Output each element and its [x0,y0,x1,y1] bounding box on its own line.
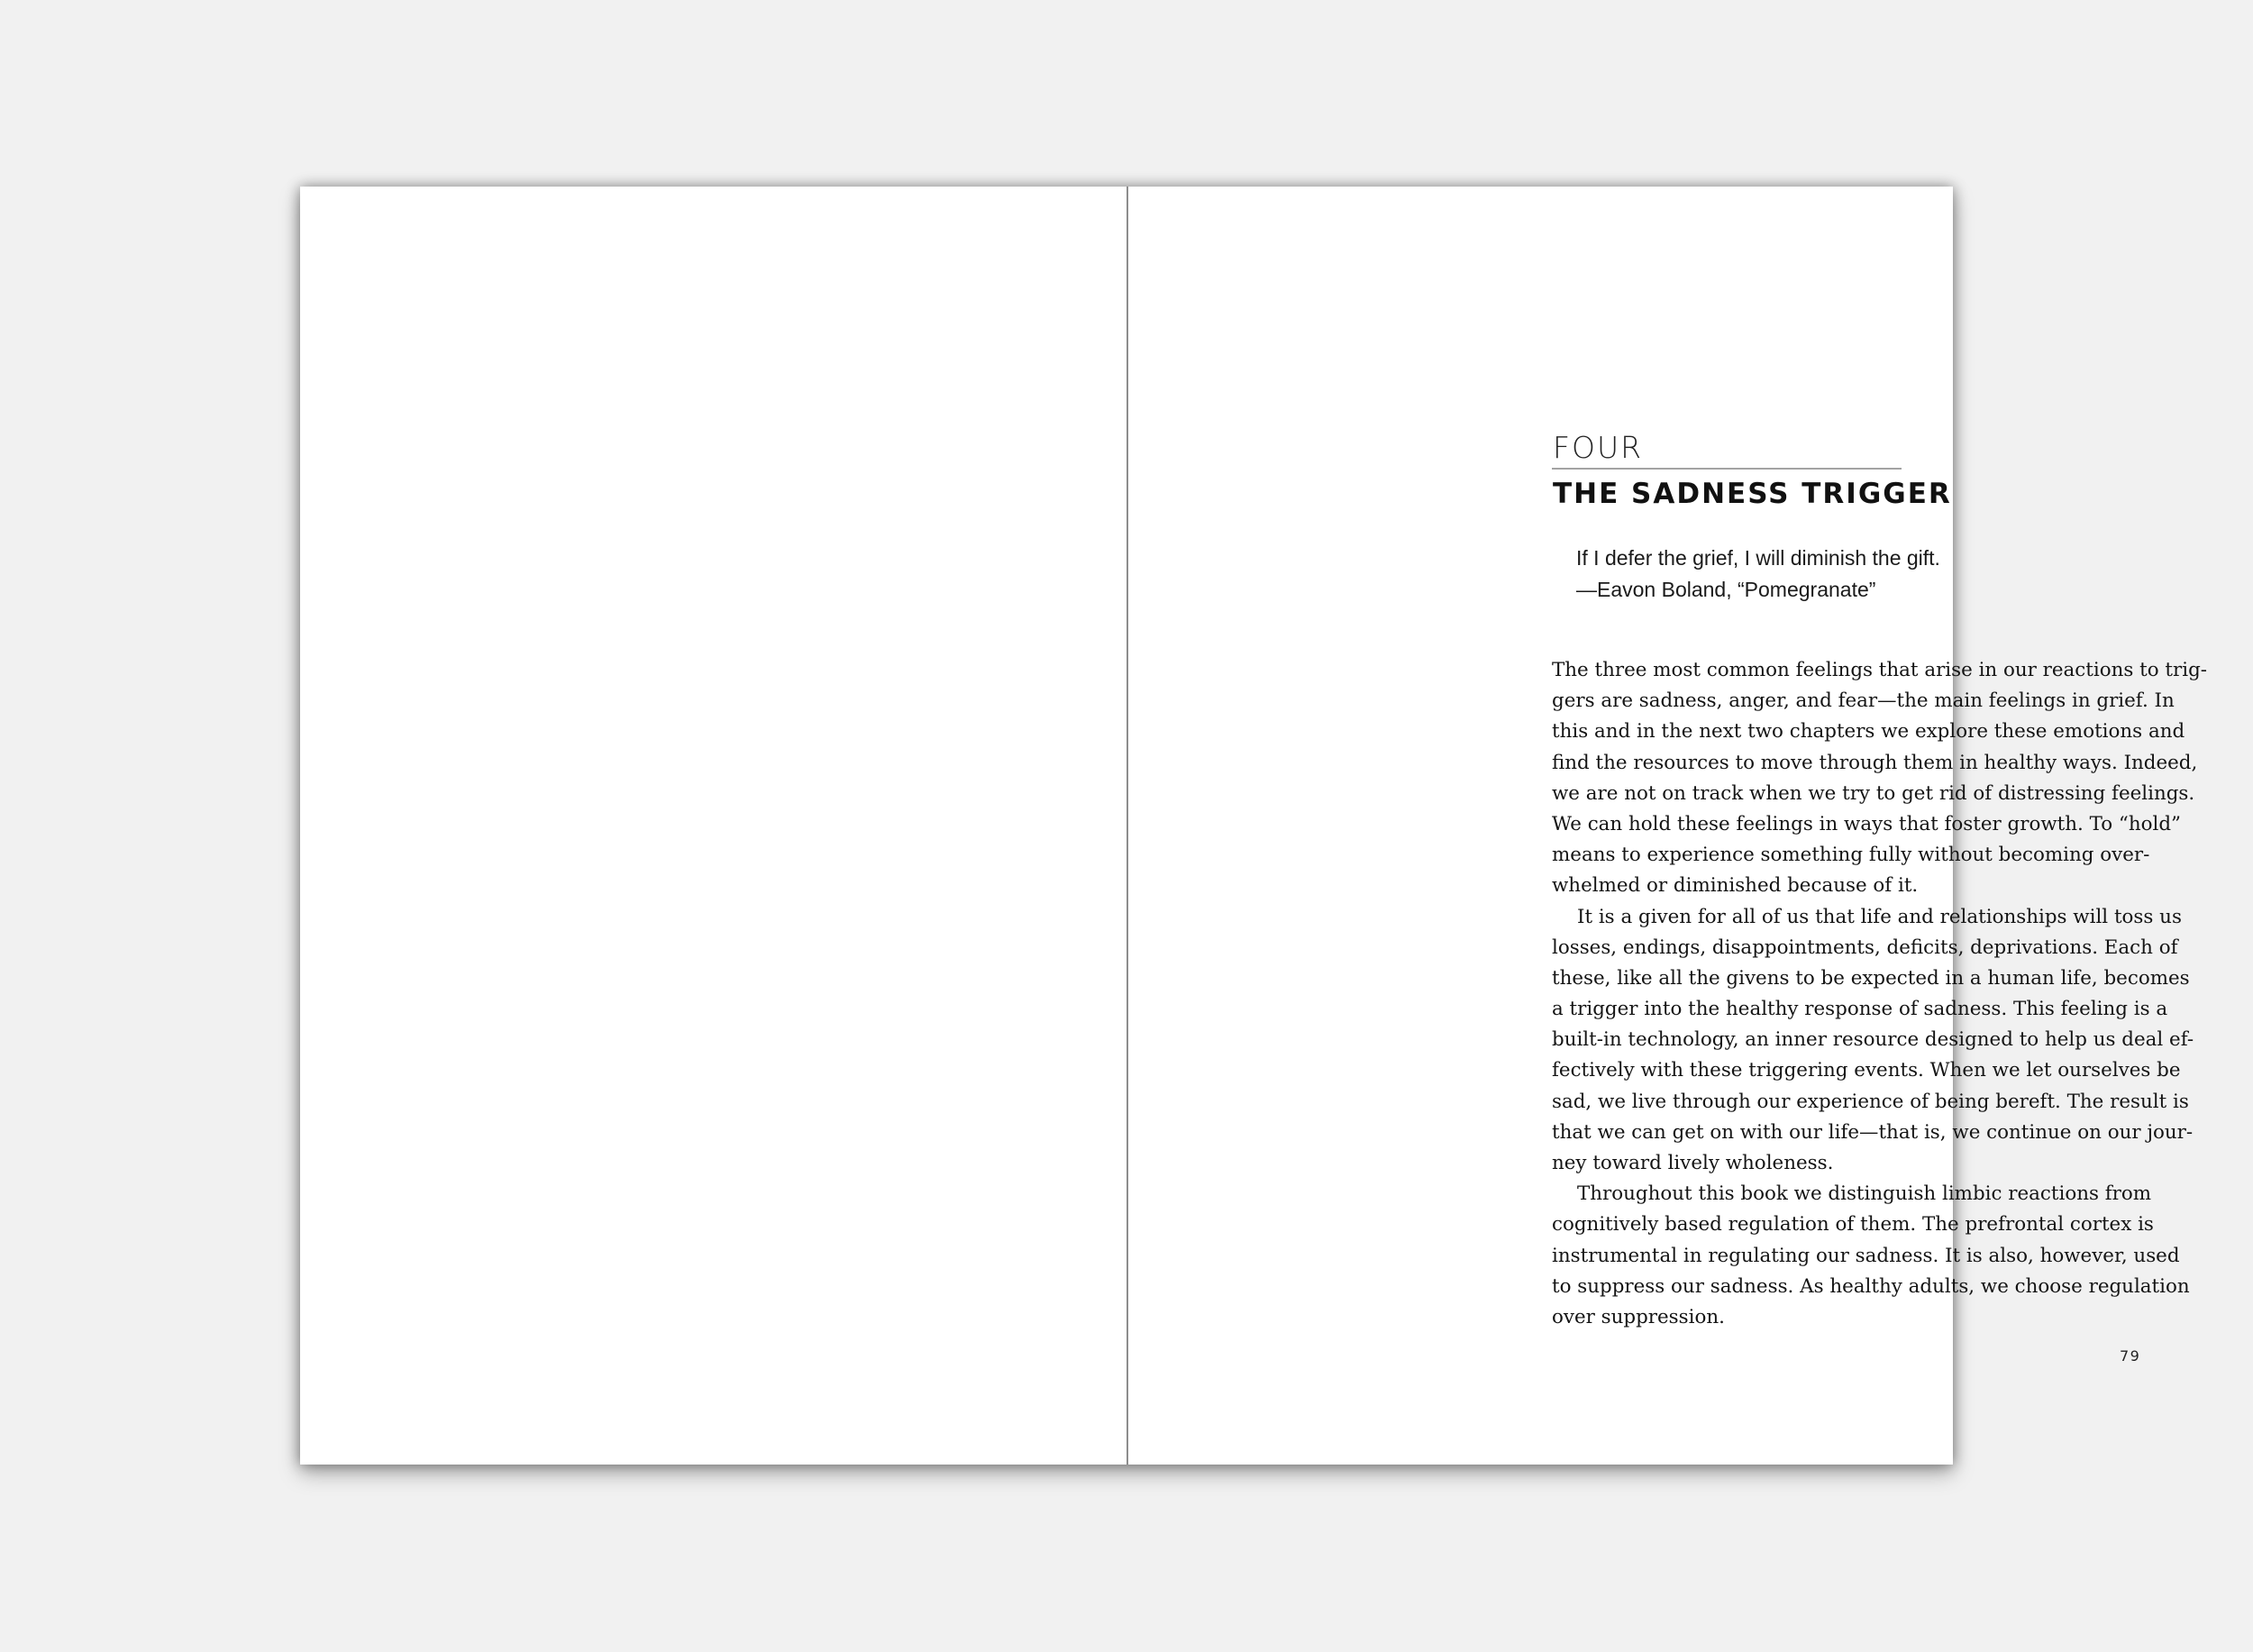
epigraph-quote: If I defer the grief, I will diminish the gift. [1576,546,1940,570]
epigraph [1576,543,1940,606]
text-line: these, like all the givens to be expected in a human life, becomes [1552,966,2190,990]
text-line: sad, we live through our experience of being bereft. The result is [1552,1090,2189,1113]
text-line: instrumental in regulating our sadness. It is also, however, used [1552,1244,2180,1267]
book-spread [300,187,2208,1465]
chapter-title-rule [1552,468,1902,470]
epigraph-attribution: —Eavon Boland, “Pomegranate” [1576,578,1876,601]
text-line: gers are sadness, anger, and fear—the main feelings in grief. In [1552,689,2175,713]
text-line: Throughout this book we distinguish limbic reactions from [1577,1182,2152,1206]
page-number: 79 [2120,1347,2141,1364]
text-line: this and in the next two chapters we explore these emotions and [1552,720,2185,744]
text-line: ney toward lively wholeness. [1552,1152,1834,1174]
text-line: that we can get on with our life—that is, we continue on our jour- [1552,1120,2194,1144]
text-line: built-in technology, an inner resource designed to help us deal ef- [1552,1028,2194,1052]
text-line: find the resources to move through them in healthy ways. Indeed, [1552,751,2198,774]
text-line: We can hold these feelings in ways that foster growth. To “hold” [1552,812,2181,835]
paragraph-3 [1552,1179,2190,1333]
text-line: to suppress our sadness. As healthy adults, we choose regulation [1552,1274,2190,1298]
paragraph-2 [1552,902,2194,1180]
chapter-body-text [1552,655,2208,1333]
text-line: losses, endings, disappointments, deficits, deprivations. Each of [1552,936,2178,959]
text-line: It is a given for all of us that life and relationships will toss us [1577,905,2182,928]
paragraph-1 [1552,655,2208,902]
chapter-title: THE SADNESS TRIGGER [1553,478,1952,510]
text-line: whelmed or diminished because of it. [1552,874,1919,898]
text-line: a trigger into the healthy response of sadness. This feeling is a [1552,998,2168,1021]
text-line: fectively with these triggering events. When we let ourselves be [1552,1059,2181,1082]
text-line: means to experience something fully without becoming over- [1552,844,2150,867]
text-line: over suppression. [1552,1305,1725,1328]
text-line: cognitively based regulation of them. The prefrontal cortex is [1552,1213,2154,1237]
text-line: we are not on track when we try to get rid of distressing feelings. [1552,781,2195,805]
text-line: The three most common feelings that arise in our reactions to trig- [1552,659,2208,681]
left-page-blank [300,187,1126,1465]
right-page [1128,187,2208,1465]
chapter-number: FOUR [1553,430,1644,465]
